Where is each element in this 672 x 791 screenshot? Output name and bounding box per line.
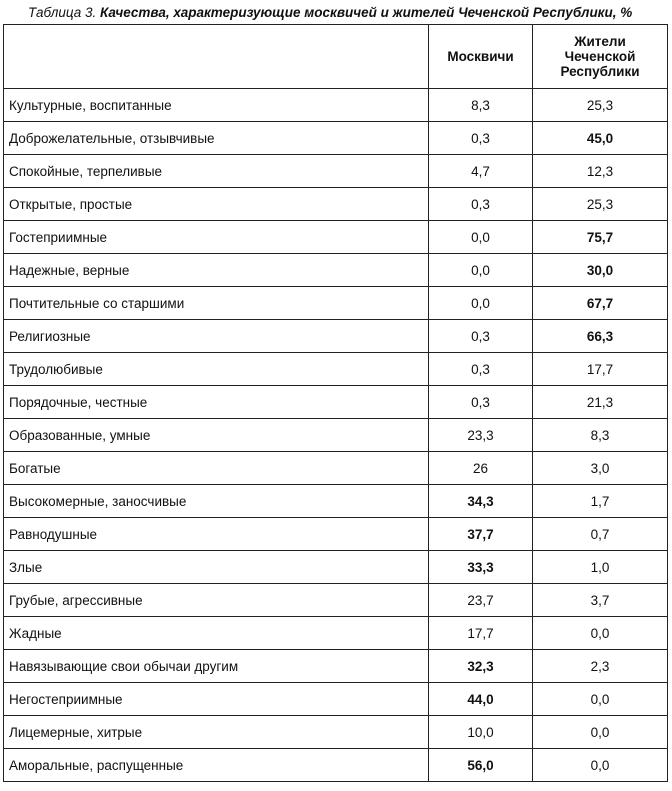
moscow-cell: 44,0	[429, 683, 533, 716]
table-row	[4, 155, 668, 188]
chechnya-cell: 8,3	[533, 419, 668, 452]
moscow-cell: 0,0	[429, 254, 533, 287]
quality-cell: Почтительные со старшими	[4, 287, 429, 320]
table-row	[4, 749, 668, 782]
table-row	[4, 716, 668, 749]
quality-cell: Надежные, верные	[4, 254, 429, 287]
table-row	[4, 320, 668, 353]
chechnya-cell: 0,7	[533, 518, 668, 551]
chechnya-cell: 17,7	[533, 353, 668, 386]
quality-cell: Религиозные	[4, 320, 429, 353]
moscow-cell: 23,3	[429, 419, 533, 452]
table-row	[4, 221, 668, 254]
chechnya-cell: 0,0	[533, 716, 668, 749]
table-row	[4, 683, 668, 716]
caption-prefix: Таблица 3.	[28, 5, 97, 20]
chechnya-cell: 1,0	[533, 551, 668, 584]
moscow-cell: 8,3	[429, 89, 533, 122]
table-row	[4, 551, 668, 584]
quality-cell: Грубые, агрессивные	[4, 584, 429, 617]
header-chechnya-label: Жители Чеченской Республики	[560, 34, 640, 79]
quality-cell: Спокойные, терпеливые	[4, 155, 429, 188]
table-header-row	[4, 25, 668, 89]
quality-cell: Образованные, умные	[4, 419, 429, 452]
chechnya-cell: 25,3	[533, 89, 668, 122]
quality-cell: Равнодушные	[4, 518, 429, 551]
qualities-table	[3, 24, 668, 782]
table-caption	[28, 5, 632, 20]
chechnya-cell: 1,7	[533, 485, 668, 518]
moscow-cell: 17,7	[429, 617, 533, 650]
quality-cell: Жадные	[4, 617, 429, 650]
table-row	[4, 650, 668, 683]
moscow-cell: 33,3	[429, 551, 533, 584]
table-row	[4, 617, 668, 650]
moscow-cell: 0,3	[429, 386, 533, 419]
chechnya-cell: 45,0	[533, 122, 668, 155]
chechnya-cell: 30,0	[533, 254, 668, 287]
chechnya-cell: 2,3	[533, 650, 668, 683]
quality-cell: Богатые	[4, 452, 429, 485]
quality-cell: Злые	[4, 551, 429, 584]
table-row	[4, 188, 668, 221]
moscow-cell: 4,7	[429, 155, 533, 188]
moscow-cell: 0,0	[429, 221, 533, 254]
moscow-cell: 34,3	[429, 485, 533, 518]
chechnya-cell: 25,3	[533, 188, 668, 221]
table-row	[4, 287, 668, 320]
chechnya-cell: 3,7	[533, 584, 668, 617]
caption-title: Качества, характеризующие москвичей и жителей Чеченской Республики, %	[100, 5, 633, 20]
chechnya-cell: 0,0	[533, 749, 668, 782]
moscow-cell: 37,7	[429, 518, 533, 551]
chechnya-cell: 0,0	[533, 617, 668, 650]
table-row	[4, 419, 668, 452]
quality-cell: Лицемерные, хитрые	[4, 716, 429, 749]
moscow-cell: 10,0	[429, 716, 533, 749]
moscow-cell: 23,7	[429, 584, 533, 617]
quality-cell: Трудолюбивые	[4, 353, 429, 386]
chechnya-cell: 3,0	[533, 452, 668, 485]
table-row	[4, 122, 668, 155]
moscow-cell: 0,3	[429, 320, 533, 353]
chechnya-cell: 21,3	[533, 386, 668, 419]
moscow-cell: 56,0	[429, 749, 533, 782]
table-row	[4, 89, 668, 122]
quality-cell: Открытые, простые	[4, 188, 429, 221]
moscow-cell: 26	[429, 452, 533, 485]
table-row	[4, 584, 668, 617]
quality-cell: Культурные, воспитанные	[4, 89, 429, 122]
quality-cell: Навязывающие свои обычаи другим	[4, 650, 429, 683]
chechnya-cell: 67,7	[533, 287, 668, 320]
moscow-cell: 32,3	[429, 650, 533, 683]
quality-cell: Гостеприимные	[4, 221, 429, 254]
chechnya-cell: 66,3	[533, 320, 668, 353]
chechnya-cell: 0,0	[533, 683, 668, 716]
table-row	[4, 254, 668, 287]
quality-cell: Доброжелательные, отзывчивые	[4, 122, 429, 155]
table-row	[4, 518, 668, 551]
moscow-cell: 0,3	[429, 188, 533, 221]
moscow-cell: 0,3	[429, 122, 533, 155]
chechnya-cell: 12,3	[533, 155, 668, 188]
quality-cell: Порядочные, честные	[4, 386, 429, 419]
quality-cell: Аморальные, распущенные	[4, 749, 429, 782]
header-chechnya	[533, 25, 668, 89]
quality-cell: Высокомерные, заносчивые	[4, 485, 429, 518]
moscow-cell: 0,3	[429, 353, 533, 386]
table-row	[4, 485, 668, 518]
table-row	[4, 452, 668, 485]
table-row	[4, 386, 668, 419]
quality-cell: Негостеприимные	[4, 683, 429, 716]
table-row	[4, 353, 668, 386]
moscow-cell: 0,0	[429, 287, 533, 320]
chechnya-cell: 75,7	[533, 221, 668, 254]
table-body	[4, 89, 668, 782]
header-quality	[4, 25, 429, 89]
header-moscow: Москвичи	[429, 25, 533, 89]
